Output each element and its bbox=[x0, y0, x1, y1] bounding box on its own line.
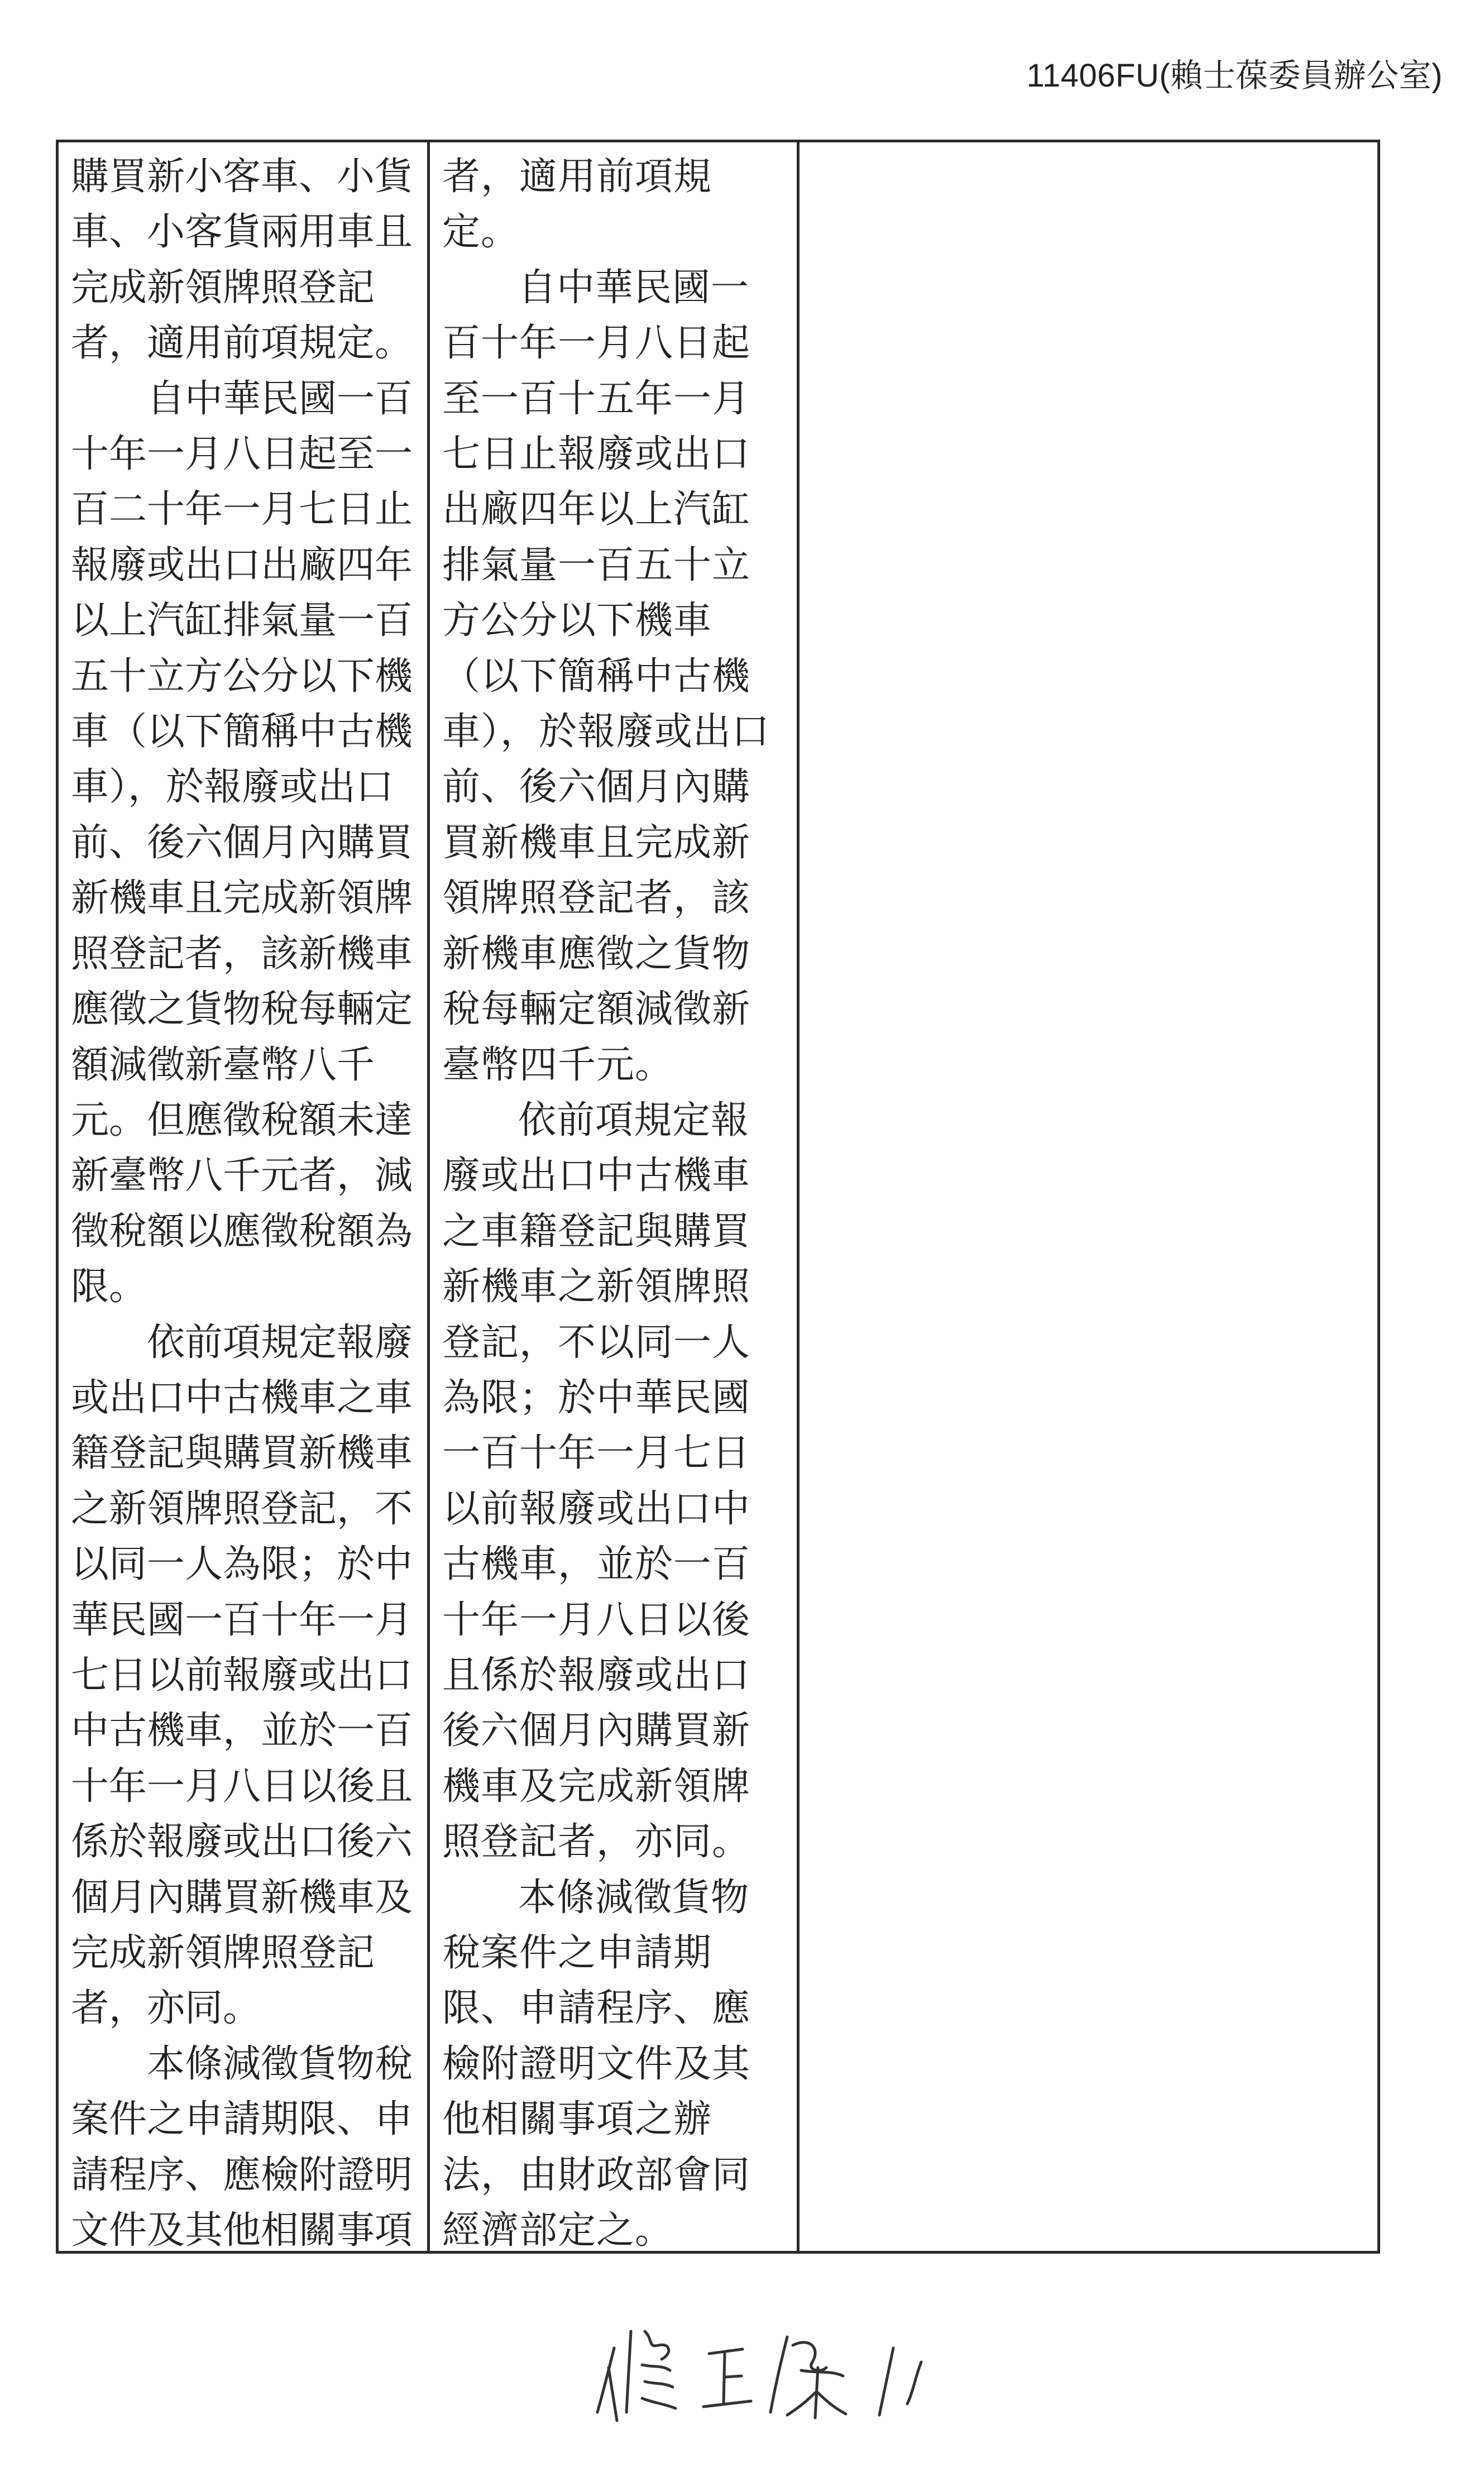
paragraph: 購買新小客車、小貨車、小客貨兩用車且完成新領牌照登記者，適用前項規定。 bbox=[71, 155, 413, 366]
handwritten-signature bbox=[592, 2315, 971, 2426]
column-explanation bbox=[800, 142, 1377, 2251]
paragraph: 依前項規定報廢或出口中古機車之車籍登記與購買新機車之新領牌照登記，不以同一人為限；於中華民國一百十年一月七日以前報廢或出口中古機車，並於一百十年一月八日以後且係於報廢或出口後六個月內購買新機車及完成新領牌照登記者，亦同。 bbox=[71, 1320, 413, 2031]
column-current-text bbox=[430, 142, 800, 2251]
column-amended-text bbox=[59, 142, 430, 2251]
paragraph: 自中華民國一百十年一月八日起至一百十五年一月七日止報廢或出口出廠四年以上汽缸排氣量一百五十立方公分以下機車（以下簡稱中古機車），於報廢或出口前、後六個月內購買新機車且完成新領牌照登記者，該新機車應徵之貨物稅每輛定額減徵新臺幣四千元。 bbox=[442, 265, 770, 1087]
paragraph: 自中華民國一百十年一月八日起至一百二十年一月七日止報廢或出口出廠四年以上汽缸排氣量一百五十立方公分以下機車（以下簡稱中古機車），於報廢或出口前、後六個月內購買新機車且完成新領牌照登記者，該新機車應徵之貨物稅每輛定額減徵新臺幣八千元。但應徵稅額未達新臺幣八千元者，減徵稅額以應徵稅額為限。 bbox=[71, 376, 413, 1309]
paragraph: 依前項規定報廢或出口中古機車之車籍登記與購買新機車之新領牌照登記，不以同一人為限；於中華民國一百十年一月七日以前報廢或出口中古機車，並於一百十年一月八日以後且係於報廢或出口後六個月內購買新機車及完成新領牌照登記者，亦同。 bbox=[442, 1098, 751, 1864]
paragraph: 本條減徵貨物稅案件之申請期限、申請程序、應檢附證明文件及其他相關事項 bbox=[71, 2041, 413, 2251]
comparison-table bbox=[56, 140, 1380, 2254]
paragraph: 本條減徵貨物稅案件之申請期限、申請程序、應檢附證明文件及其他相關事項之辦法，由財政部會同經濟部定之。 bbox=[442, 1875, 751, 2251]
document-id: 11406FU(賴士葆委員辦公室) bbox=[1026, 58, 1443, 94]
paragraph: 者，適用前項規定。 bbox=[442, 155, 712, 255]
